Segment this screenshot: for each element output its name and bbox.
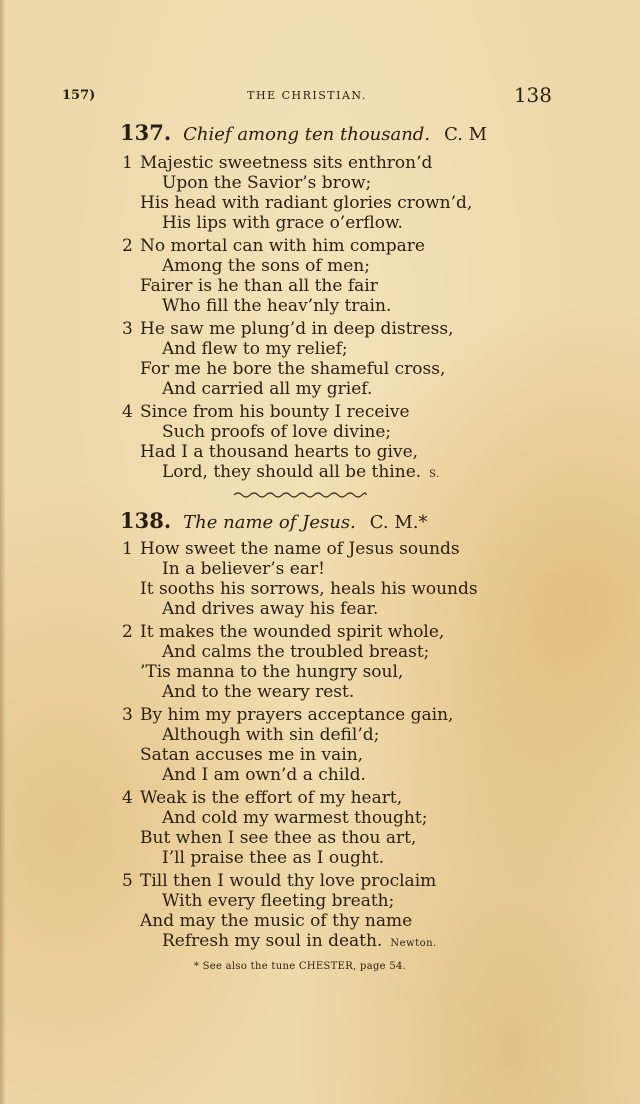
verse-line: 4 Since from his bounty I receive (122, 402, 410, 422)
verse-number: 5 (122, 871, 133, 891)
verse-line: 2 It makes the wounded spirit whole, (122, 622, 445, 642)
verse-line: 5 Till then I would thy love proclaim (122, 871, 437, 891)
hymn-138-heading (120, 508, 428, 533)
hymn-meter: C. M (444, 124, 488, 145)
verse-line: In a believer’s ear! (162, 559, 325, 579)
verse-line: 2 No mortal can with him compare (122, 236, 425, 256)
verse-number: 2 (122, 236, 133, 256)
page-number: 138 (513, 83, 552, 107)
hymn-meter: C. M.* (369, 512, 428, 533)
verse-line: ’Tis manna to the hungry soul, (140, 662, 404, 682)
verse-line: Among the sons of men; (162, 256, 370, 276)
verse-line: And flew to my relief; (162, 339, 348, 359)
verse-line: 4 Weak is the effort of my heart, (122, 788, 403, 808)
page-header (62, 83, 552, 108)
verse-line: And I am own’d a child. (162, 765, 366, 785)
verse-line: And may the music of thy name (140, 911, 413, 931)
hymn-title: The name of Jesus. (183, 512, 356, 533)
verse-line: For me he bore the shameful cross, (140, 359, 446, 379)
verse-line: Lord, they should all be thine. S. (162, 462, 440, 482)
verse-line: Upon the Savior’s brow; (162, 173, 372, 193)
verse-number: 1 (122, 153, 133, 173)
running-title: THE CHRISTIAN. (247, 89, 367, 102)
verse-line: Had I a thousand hearts to give, (140, 442, 419, 462)
verse-line: It sooths his sorrows, heals his wounds (140, 579, 478, 599)
verse-line: And to the weary rest. (162, 682, 355, 702)
hymn-137-heading (120, 120, 487, 145)
verse-line: And calms the troubled breast; (162, 642, 430, 662)
verse-number: 4 (122, 402, 133, 422)
verse-line: Refresh my soul in death. Newton. (162, 931, 437, 951)
verse-line: 3 By him my prayers acceptance gain, (122, 705, 454, 725)
verse-line: 1 How sweet the name of Jesus sounds (122, 539, 460, 559)
verse-line: Fairer is he than all the fair (140, 276, 378, 296)
verse-line: Although with sin defil’d; (162, 725, 380, 745)
verse-number: 4 (122, 788, 133, 808)
verse-line: His head with radiant glories crown’d, (140, 193, 473, 213)
verse-line: His lips with grace o’erflow. (162, 213, 403, 233)
verse-line: Who fill the heav’nly train. (162, 296, 392, 316)
footnote: * See also the tune CHESTER, page 54. (193, 961, 407, 972)
verse-line: Satan accuses me in vain, (140, 745, 364, 765)
author-attribution: Newton. (390, 938, 437, 949)
hymn-title: Chief among ten thousand. (183, 124, 431, 145)
verse-line: And carried all my grief. (162, 379, 373, 399)
verse-line: With every fleeting breath; (162, 891, 395, 911)
section-divider (232, 490, 368, 500)
verse-line: But when I see thee as thou art, (140, 828, 417, 848)
verse-number: 1 (122, 539, 133, 559)
verse-line: Such proofs of love divine; (162, 422, 392, 442)
page-edge-shadow (0, 0, 6, 1104)
verse-line: And cold my warmest thought; (162, 808, 428, 828)
verse-line: 1 Majestic sweetness sits enthron’d (122, 153, 433, 173)
hymn-number: 137. (120, 120, 172, 145)
hymn-range-number: 157) (62, 88, 96, 103)
verse-line: I’ll praise thee as I ought. (162, 848, 385, 868)
verse-line: And drives away his fear. (162, 599, 379, 619)
verse-number: 3 (122, 319, 133, 339)
verse-line: 3 He saw me plung’d in deep distress, (122, 319, 454, 339)
verse-number: 2 (122, 622, 133, 642)
hymn-number: 138. (120, 508, 172, 533)
verse-number: 3 (122, 705, 133, 725)
author-attribution: S. (429, 469, 440, 480)
